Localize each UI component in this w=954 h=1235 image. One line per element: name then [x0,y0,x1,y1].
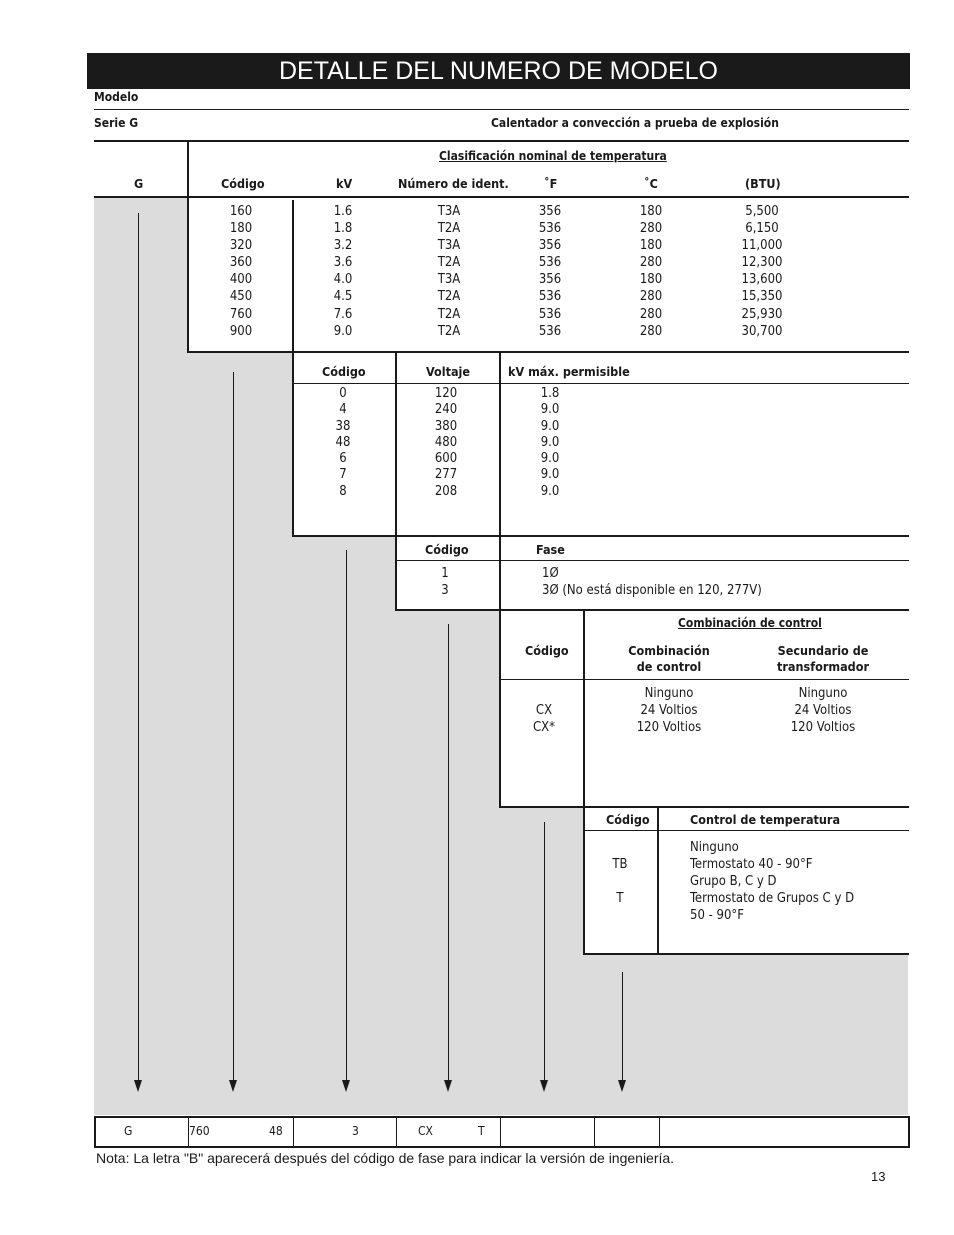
t5-header-control: Control de temperatura [690,812,841,827]
t3-header-codigo: Código [425,542,469,557]
header-kv: kV [336,176,353,191]
arrow-control [544,822,545,1081]
serie-label: Serie G [94,116,139,130]
arrow-g [138,213,139,1081]
table-border [499,353,501,807]
table3-fase-column: 1Ø 3Ø (No está disponible en 120, 277V) [542,566,762,599]
model-number-example [94,1116,910,1148]
example-temp: T [478,1124,485,1138]
table4-secundario-column: Ninguno 24 Voltios 120 Voltios [790,686,856,736]
arrowhead [342,1080,350,1092]
table1-codigo-column: 160 180 320 360 400 450 760 900 [229,204,253,339]
table5-codigo-column: TB T [612,857,628,907]
cell-divider [500,1118,501,1146]
arrow-voltaje [346,550,347,1081]
table4-group-header: Combinación de control [678,616,822,630]
header-f: ˚F [544,176,558,191]
table1-f-column: 356 536 356 536 356 536 536 536 [538,204,562,339]
table2-codigo-column: 0 4 38 48 6 7 8 [335,386,351,499]
divider [500,679,909,680]
modelo-label: Modelo [94,90,139,104]
example-voltaje: 48 [269,1124,283,1138]
example-fase: 3 [352,1124,359,1138]
table1-c-column: 180 280 180 280 180 280 280 280 [639,204,663,339]
header-g: G [134,176,144,191]
table-border [583,611,585,954]
arrowhead [618,1080,626,1092]
cell-divider [293,1118,294,1146]
t4-header-combinacion: Combinación de control [628,643,710,674]
divider [292,535,909,537]
example-g: G [124,1124,133,1138]
table1-kv-column: 1.6 1.8 3.2 3.6 4.0 4.5 7.6 9.0 [333,204,353,339]
divider [584,830,909,831]
arrowhead [229,1080,237,1092]
table2-area [293,352,908,536]
t2-header-voltaje: Voltaje [426,364,471,379]
header-btu: (BTU) [745,176,781,191]
arrow-codigo [233,372,234,1081]
header-ident: Número de ident. [398,176,509,191]
divider [293,383,909,384]
t4-header-codigo: Código [525,643,569,658]
t2-header-kvmax: kV máx. permisible [508,364,630,379]
table1-left-border [187,142,189,352]
cell-divider [594,1118,595,1146]
table2-voltaje-column: 120 240 380 480 600 277 208 [434,386,458,499]
divider [94,196,909,198]
t2-header-codigo: Código [322,364,366,379]
arrowhead [444,1080,452,1092]
table4-combinacion-column: Ninguno 24 Voltios 120 Voltios [636,686,702,736]
table-border [395,353,397,610]
table3-codigo-column: 1 3 [441,566,449,599]
table-border [292,200,294,536]
divider [94,140,909,142]
t5-header-codigo: Código [606,812,650,827]
page-title: DETALLE DEL NUMERO DE MODELO [87,53,910,89]
cell-divider [659,1118,660,1146]
table2-kvmax-column: 1.8 9.0 9.0 9.0 9.0 9.0 9.0 [540,386,560,499]
product-description: Calentador a convección a prueba de explosión [491,116,779,130]
divider [395,609,909,611]
footnote: Nota: La letra "B" aparecerá después del código de fase para indicar la versión de ingeniería. [96,1150,675,1166]
cell-divider [396,1118,397,1146]
table4-codigo-column: CX CX* [532,703,556,736]
arrow-temp [622,972,623,1081]
arrowhead [134,1080,142,1092]
example-codigo: 760 [189,1124,210,1138]
arrowhead [540,1080,548,1092]
table1-ident-column: T3A T2A T3A T2A T3A T2A T2A T2A [437,204,461,339]
table5-control-column: Ninguno Termostato 40 - 90°F Grupo B, C y D Termostato de Grupos C y D 50 - 90°F [690,840,855,924]
arrow-fase [448,624,449,1081]
divider [187,351,909,353]
divider [396,560,909,561]
t3-header-fase: Fase [536,542,565,557]
table1-group-header: Clasificación nominal de temperatura [439,149,667,163]
divider [499,806,909,808]
table1-btu-column: 5,500 6,150 11,000 12,300 13,600 15,350 25,930 30,700 [741,204,783,339]
page-number: 13 [871,1169,886,1184]
divider [94,109,909,110]
header-c: ˚C [644,176,658,191]
header-codigo: Código [221,176,265,191]
divider [583,953,909,955]
example-control: CX [418,1124,433,1138]
t4-header-secundario: Secundario de transformador [776,643,869,674]
